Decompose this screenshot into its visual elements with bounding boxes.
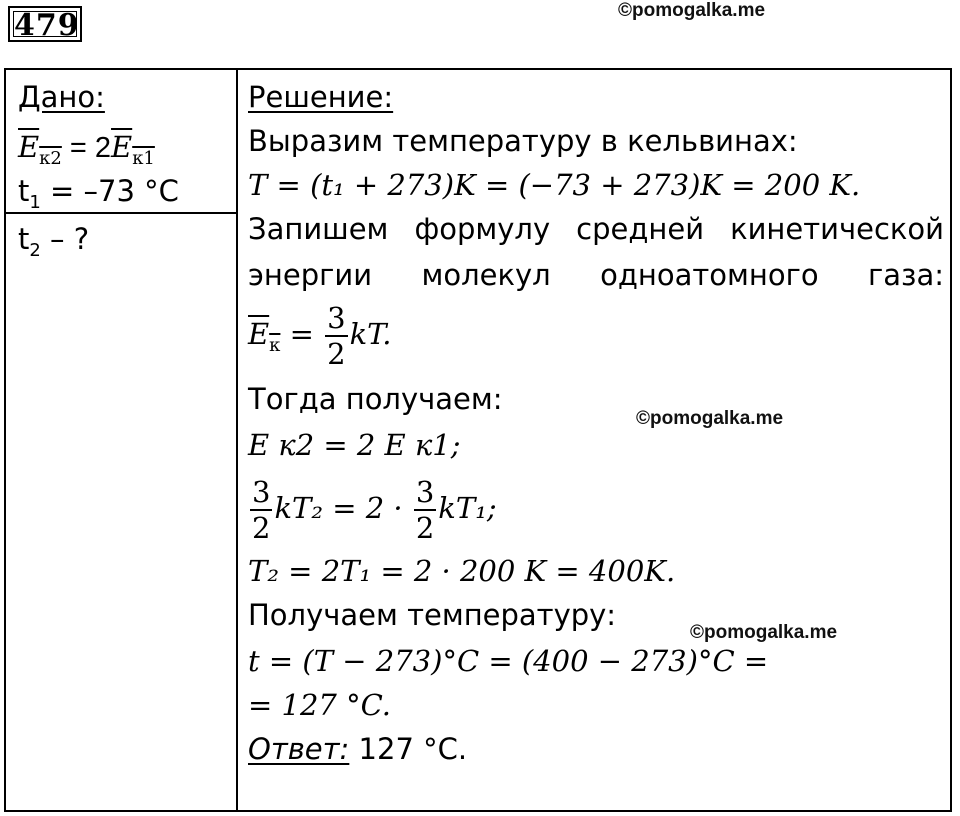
solution-formula-ratio: $\frac{3}{2}$ kT₂ = 2 · $\frac{3}{2}$ kT₁; — [252, 475, 497, 545]
solution-line-1: Выразим температуру в кельвинах: — [248, 124, 798, 158]
problem-number-box — [8, 6, 82, 42]
solution-line-12: = 127 °C. — [248, 688, 391, 722]
problem-number: 479 — [14, 8, 80, 43]
solution-line-3: Запишем формулу средней кинетической энергии молекул одноатомного газа: — [248, 212, 944, 292]
solution-formula-energy: $E_к$ = $\frac{3}{2}$ kT. — [248, 301, 392, 371]
solution-line-7: E к2 = 2 E к1; — [248, 428, 461, 462]
solution-line-2: T = (t₁ + 273)K = (−73 + 273)K = 200 K. — [248, 168, 861, 202]
answer-line — [248, 726, 467, 772]
problem-table — [4, 68, 952, 812]
answer-label: Ответ: — [248, 732, 350, 766]
given-header: Дано: — [18, 80, 105, 114]
watermark-top: ©pomogalka.me — [618, 0, 766, 21]
solution-line-6: Тогда получаем: — [248, 382, 503, 416]
answer-value: 127 °С. — [349, 732, 468, 766]
solution-line-9: T₂ = 2T₁ = 2 · 200 K = 400K. — [248, 554, 676, 588]
find-t2: $t_2$ – ? — [18, 222, 90, 261]
solution-line-11: t = (T − 273)°C = (400 − 273)°C = — [248, 644, 769, 678]
watermark-bottom: ©pomogalka.me — [690, 622, 838, 643]
given-energy-relation: $E_{к2} = 2E_{к1}$ — [18, 130, 155, 169]
given-t1: $t_1 = -73$ °C — [18, 174, 179, 213]
solution-line-10: Получаем температуру: — [248, 598, 617, 632]
column-divider — [236, 70, 238, 810]
solution-header: Решение: — [248, 80, 394, 114]
watermark-middle: ©pomogalka.me — [636, 408, 784, 429]
